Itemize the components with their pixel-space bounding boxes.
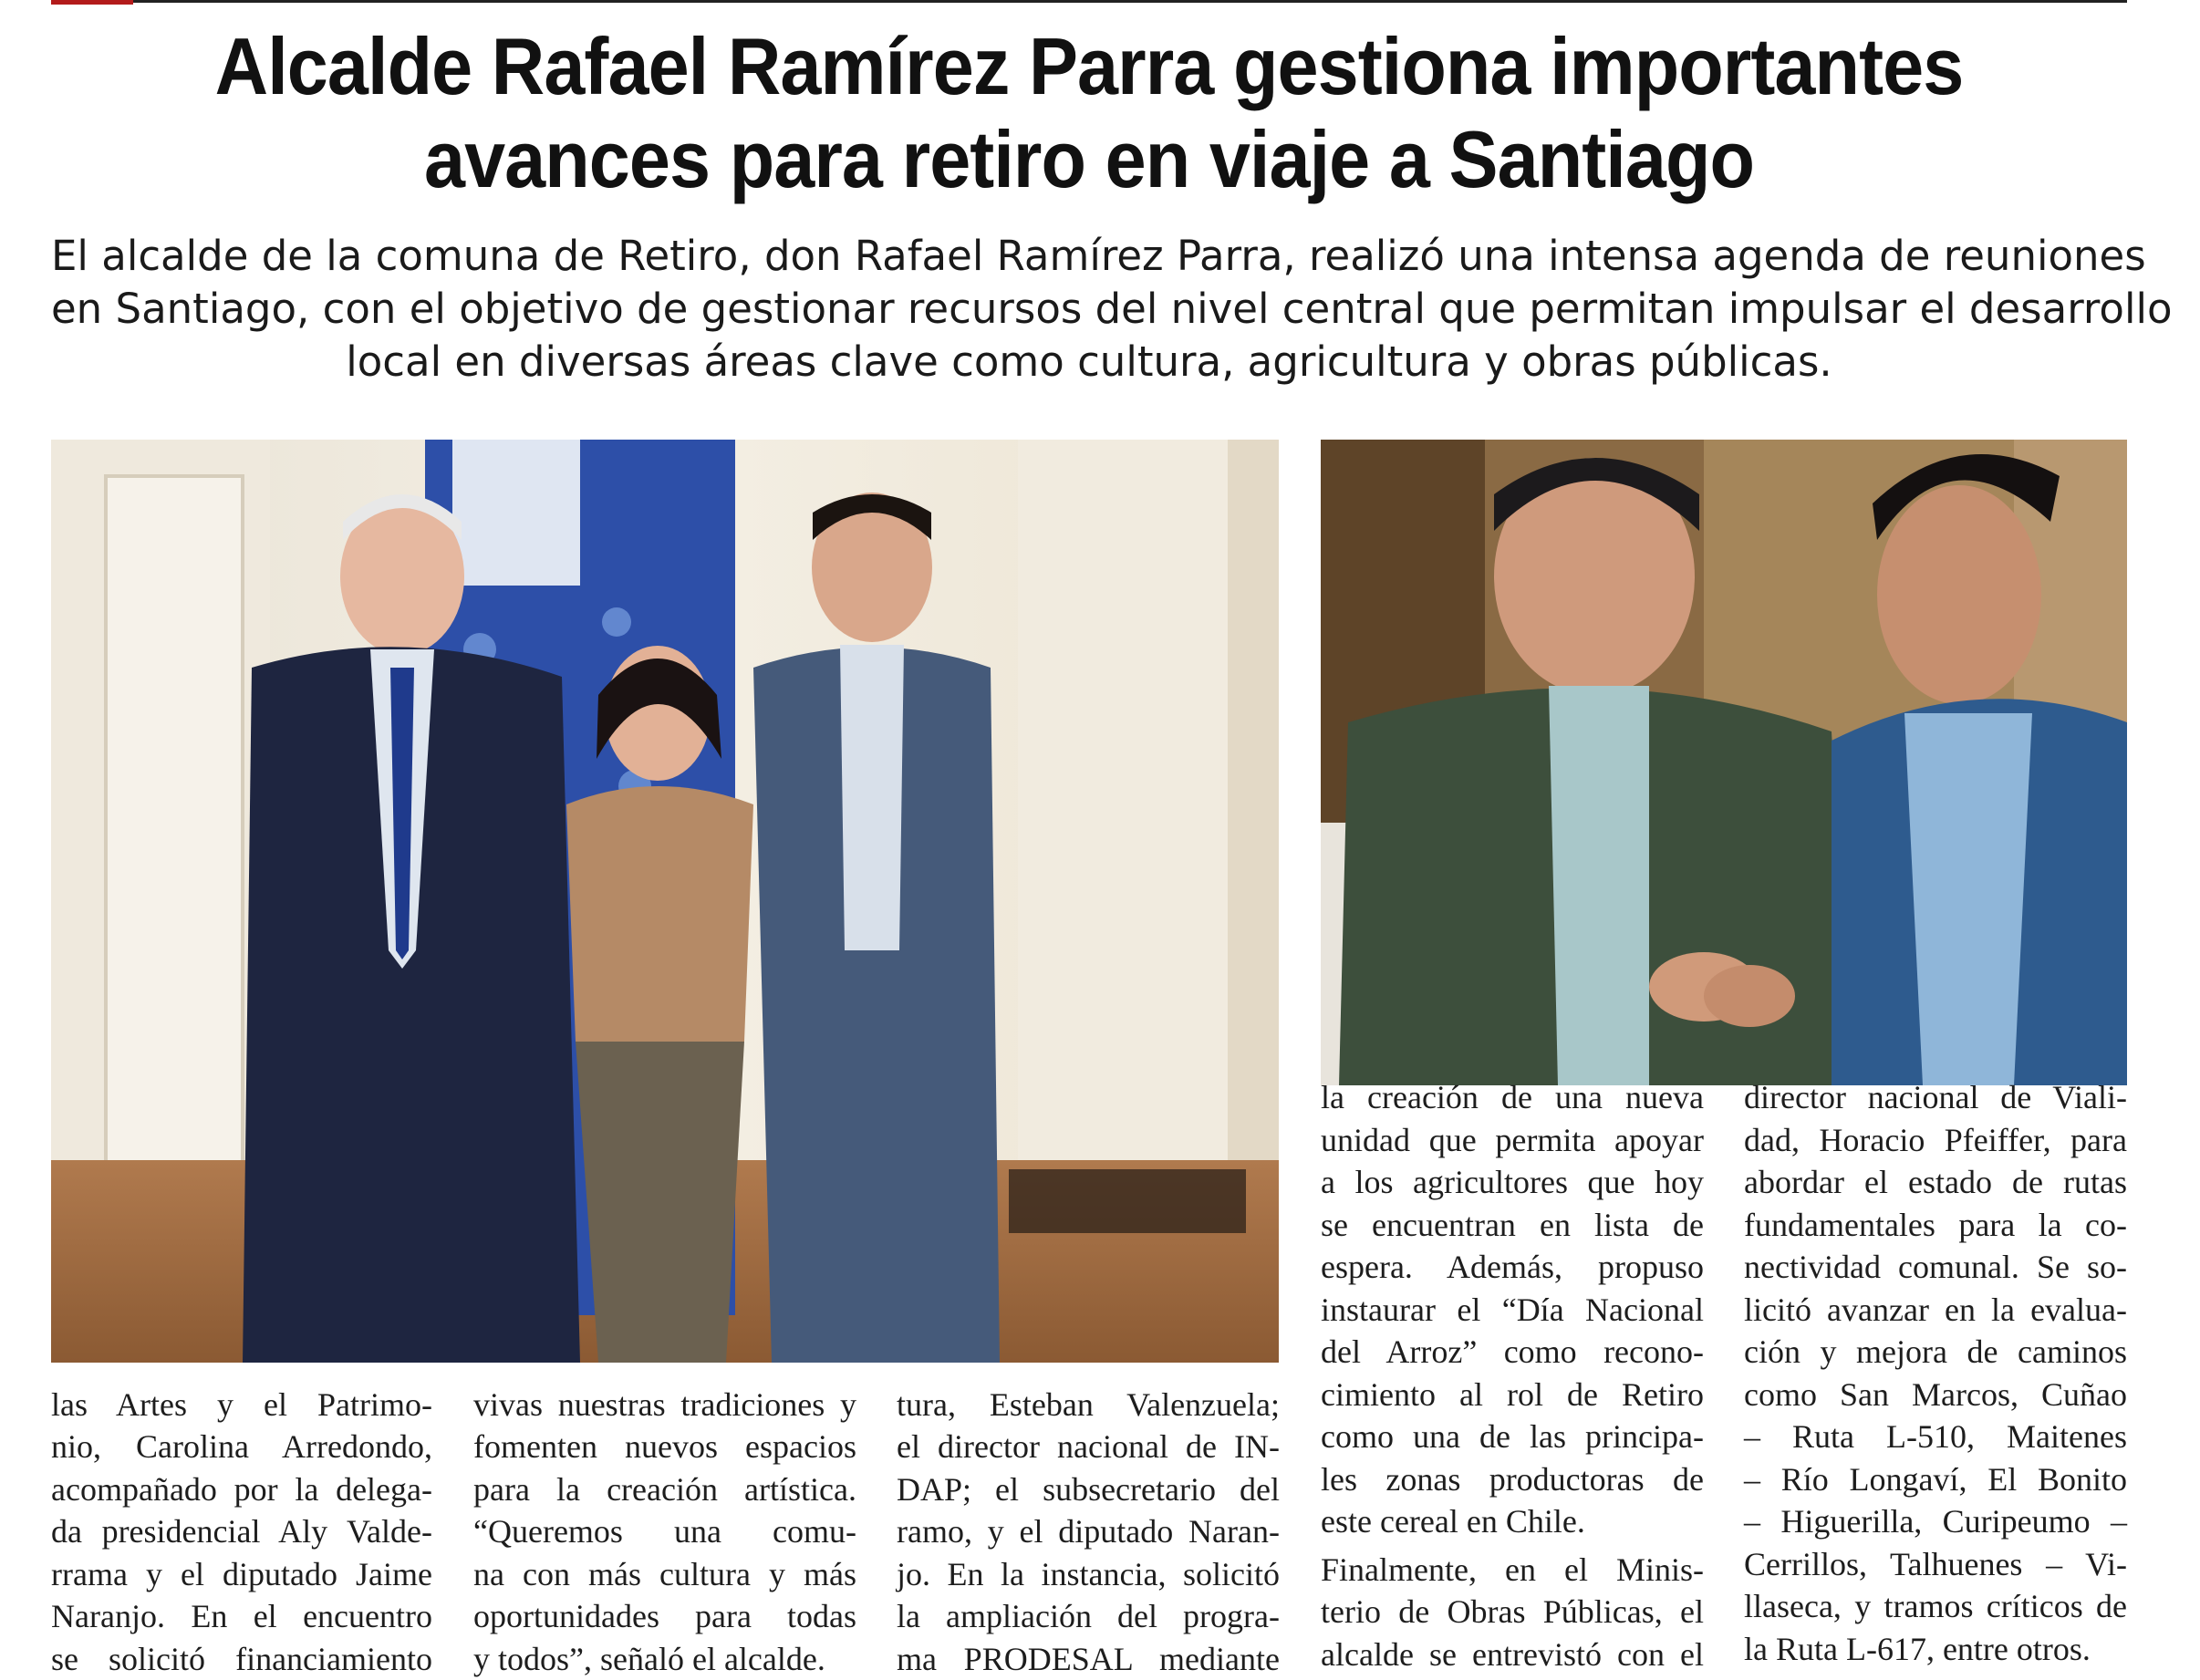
column-4-line: instaurar el “Día Nacional xyxy=(1321,1289,1704,1332)
column-3-line: la ampliación del progra- xyxy=(897,1595,1280,1638)
column-4-line: cimiento al rol de Retiro xyxy=(1321,1374,1704,1416)
column-5-line: llaseca, y tramos críticos de xyxy=(1744,1585,2127,1628)
column-4-line: del Arroz” como recono- xyxy=(1321,1331,1704,1374)
column-3-line: el director nacional de IN- xyxy=(897,1426,1280,1468)
column-5-line: ción y mejora de caminos xyxy=(1744,1331,2127,1374)
column-2-line: vivas nuestras tradiciones y xyxy=(473,1384,856,1426)
column-4-line: terio de Obras Públicas, el xyxy=(1321,1591,1704,1633)
article-column-2 xyxy=(473,1341,856,1680)
column-5-line: – Río Longaví, El Bonito xyxy=(1744,1458,2127,1501)
column-5-line: abordar el estado de rutas xyxy=(1744,1161,2127,1204)
column-5-line: nectividad comunal. Se so- xyxy=(1744,1246,2127,1289)
column-5-line: dad, Horacio Pfeiffer, para xyxy=(1744,1119,2127,1162)
column-2-line: fomenten nuevos espacios xyxy=(473,1426,856,1468)
article-column-5 xyxy=(1744,1076,2127,1670)
photo-handshake xyxy=(1321,440,2127,1085)
lead-line-1: El alcalde de la comuna de Retiro, don Rafael Ramírez Parra, realizó una intensa agenda de reuniones xyxy=(51,230,2127,283)
column-1-line: se solicitó financiamiento xyxy=(51,1638,432,1680)
column-3-line: tura, Esteban Valenzuela; xyxy=(897,1384,1280,1426)
top-rule xyxy=(51,0,2127,3)
headline-line-2: avances para retiro en viaje a Santiago xyxy=(134,113,2044,206)
group-photo-icon xyxy=(51,440,1279,1363)
headline xyxy=(134,20,2044,206)
column-4-line: les zonas productoras de xyxy=(1321,1458,1704,1501)
column-4-line: unidad que permita apoyar xyxy=(1321,1119,1704,1162)
column-2-line: na con más cultura y más xyxy=(473,1553,856,1596)
column-5-line: director nacional de Viali- xyxy=(1744,1076,2127,1119)
column-4-line: a los agricultores que hoy xyxy=(1321,1161,1704,1204)
column-4-line: como una de las principa- xyxy=(1321,1416,1704,1458)
column-2-line: para la creación artística. xyxy=(473,1468,856,1511)
photo-meeting-culture xyxy=(51,440,1279,1363)
column-5-line: – Higuerilla, Curipeumo – xyxy=(1744,1500,2127,1543)
column-5-line: como San Marcos, Cuñao xyxy=(1744,1374,2127,1416)
column-1-line: Naranjo. En el encuentro xyxy=(51,1595,432,1638)
column-2-line: oportunidades para todas xyxy=(473,1595,856,1638)
column-5-line: licitó avanzar en la evalua- xyxy=(1744,1289,2127,1332)
column-2-line: “Queremos una comu- xyxy=(473,1510,856,1553)
column-1-line: da presidencial Aly Valde- xyxy=(51,1510,432,1553)
column-5-line: la Ruta L-617, entre otros. xyxy=(1744,1628,2127,1671)
handshake-icon xyxy=(1321,440,2127,1085)
section-marker xyxy=(51,0,133,5)
column-5-line: fundamentales para la co- xyxy=(1744,1204,2127,1247)
column-4-line: alcalde se entrevistó con el xyxy=(1321,1633,1704,1676)
column-2-line: y todos”, señaló el alcalde. xyxy=(473,1638,856,1680)
article-column-1 xyxy=(51,1341,432,1680)
column-3-line: ma PRODESAL mediante xyxy=(897,1638,1280,1680)
article-column-4 xyxy=(1321,1076,1704,1675)
column-4-line: espera. Además, propuso xyxy=(1321,1246,1704,1289)
column-3-line: jo. En la instancia, solicitó xyxy=(897,1553,1280,1596)
article-column-3 xyxy=(897,1341,1280,1680)
column-5-line: Cerrillos, Talhuenes – Vi- xyxy=(1744,1543,2127,1586)
lead-line-2: en Santiago, con el objetivo de gestionar recursos del nivel central que permitan impulsar el desarrollo xyxy=(51,283,2127,336)
column-4-line: la creación de una nueva xyxy=(1321,1076,1704,1119)
column-3-line: DAP; el subsecretario del xyxy=(897,1468,1280,1511)
column-4-line: este cereal en Chile. xyxy=(1321,1500,1704,1543)
headline-line-1: Alcalde Rafael Ramírez Parra gestiona importantes xyxy=(134,20,2044,113)
lead-line-3: local en diversas áreas clave como cultura, agricultura y obras públicas. xyxy=(51,336,2127,389)
column-5-line: – Ruta L-510, Maitenes xyxy=(1744,1416,2127,1458)
column-4-line: Finalmente, en el Minis- xyxy=(1321,1549,1704,1592)
column-1-line: rrama y el diputado Jaime xyxy=(51,1553,432,1596)
lead-paragraph xyxy=(51,230,2127,389)
column-1-line: las Artes y el Patrimo- xyxy=(51,1384,432,1426)
column-3-line: ramo, y el diputado Naran- xyxy=(897,1510,1280,1553)
column-1-line: acompañado por la delega- xyxy=(51,1468,432,1511)
column-4-line: se encuentran en lista de xyxy=(1321,1204,1704,1247)
column-1-line: nio, Carolina Arredondo, xyxy=(51,1426,432,1468)
